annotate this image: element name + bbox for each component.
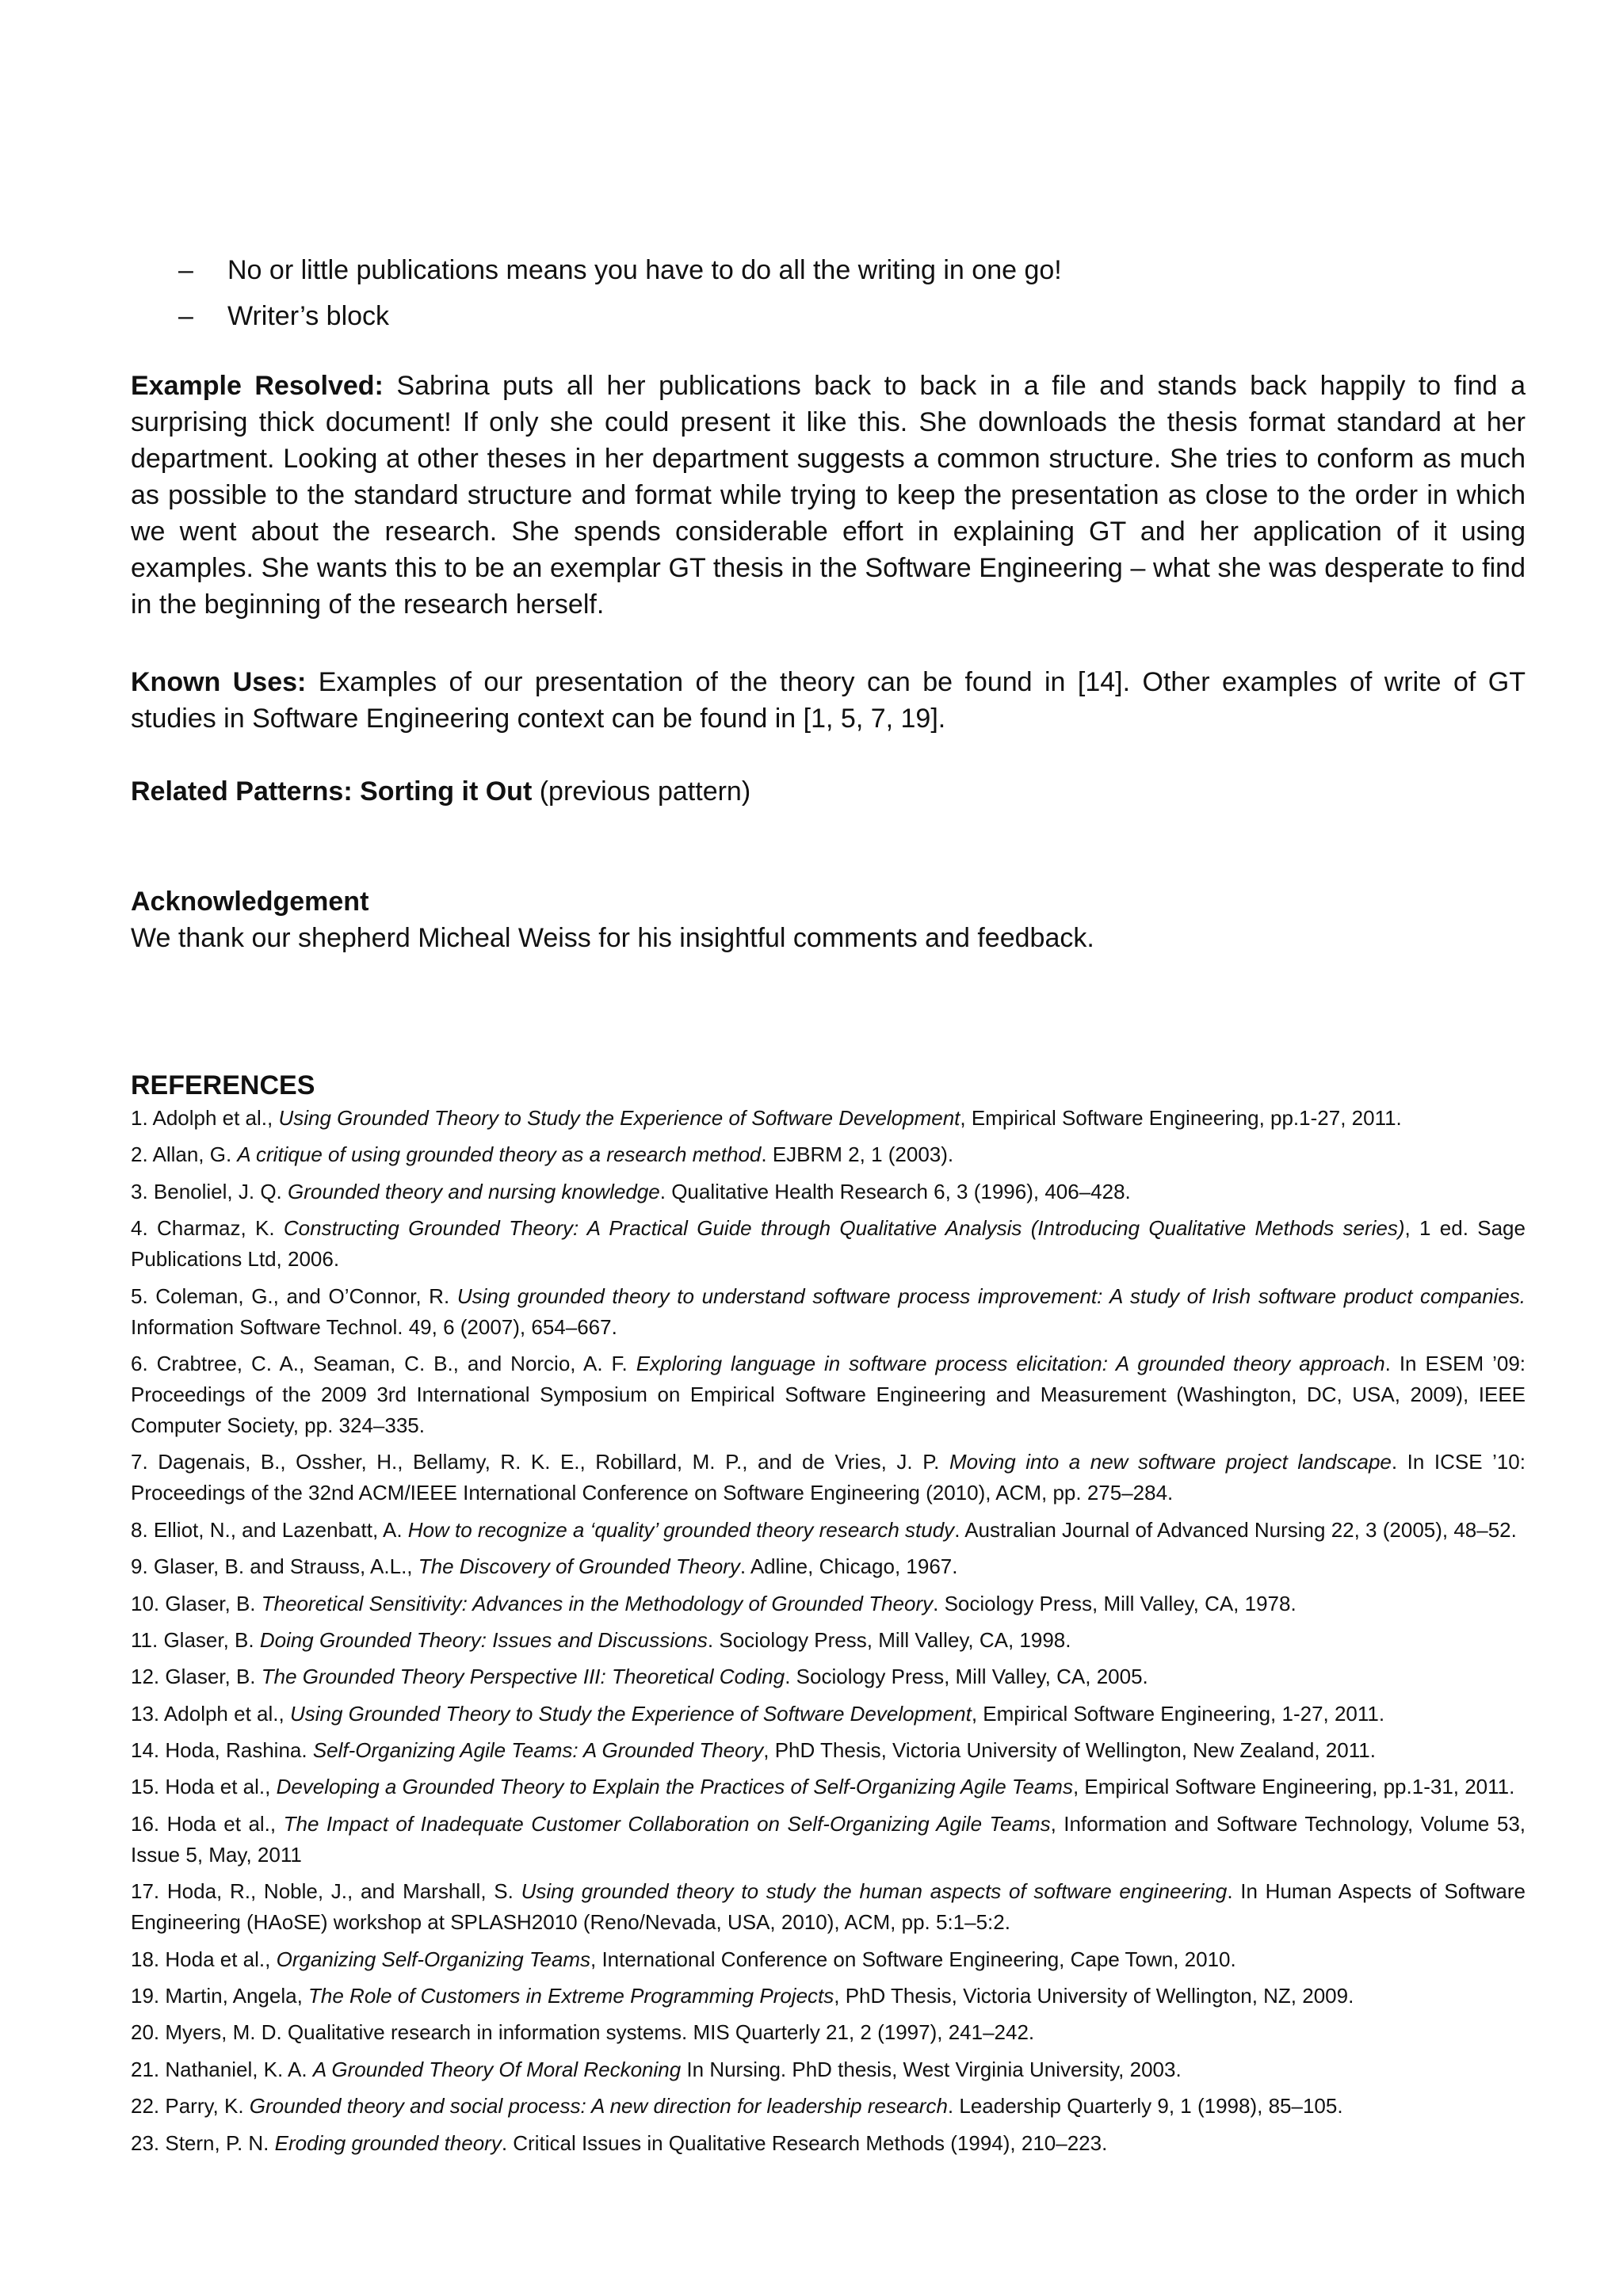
reference-item xyxy=(131,1772,1526,1802)
reference-source: . Critical Issues in Qualitative Research Methods (1994), 210–223. xyxy=(501,2130,1108,2155)
reference-source: , International Conference on Software Engineering, Cape Town, 2010. xyxy=(590,1947,1236,1971)
reference-item xyxy=(131,1876,1526,1938)
references-heading: REFERENCES xyxy=(131,1070,315,1100)
reference-source: . Sociology Press, Mill Valley, CA, 1998. xyxy=(707,1627,1071,1652)
reference-source: . EJBRM 2, 1 (2003). xyxy=(761,1142,954,1167)
acknowledgement-text: We thank our shepherd Micheal Weiss for his insightful comments and feedback. xyxy=(131,923,1094,953)
reference-title: Theoretical Sensitivity: Advances in the Methodology of Grounded Theory xyxy=(261,1591,934,1615)
example-resolved-paragraph xyxy=(131,368,1526,623)
reference-source: . In ICSE ’10: Proceedings of the 32nd ACM/IEEE International Conference on Software Engineering (2010), ACM, pp. 275–284. xyxy=(131,1450,1526,1505)
reference-source: Information Software Technol. 49, 6 (2007), 654–667. xyxy=(131,1314,617,1339)
reference-authors: 2. Allan, G. xyxy=(131,1142,238,1167)
bullet-text: No or little publications means you have to do all the writing in one go! xyxy=(227,255,1062,285)
reference-item xyxy=(131,1447,1526,1508)
related-patterns-paragraph xyxy=(131,773,1526,810)
reference-authors: 3. Benoliel, J. Q. xyxy=(131,1179,288,1203)
reference-source: , PhD Thesis, Victoria University of Wellington, New Zealand, 2011. xyxy=(763,1738,1376,1763)
reference-item xyxy=(131,1589,1526,1619)
reference-source: . Leadership Quarterly 9, 1 (1998), 85–105. xyxy=(947,2094,1343,2119)
reference-source: . Sociology Press, Mill Valley, CA, 2005. xyxy=(785,1665,1148,1689)
reference-item xyxy=(131,1809,1526,1871)
reference-title: A critique of using grounded theory as a research method xyxy=(237,1142,762,1167)
related-patterns-text: (previous pattern) xyxy=(532,776,751,807)
reference-title: Using grounded theory to understand software process improvement: A study of Irish software product companies. xyxy=(456,1283,1526,1308)
reference-item xyxy=(131,1661,1526,1692)
reference-title: Exploring language in software process elicitation: A grounded theory approach xyxy=(636,1351,1385,1375)
dash-marker: – xyxy=(178,301,193,331)
reference-item xyxy=(131,1348,1526,1441)
reference-title: Using grounded theory to study the human aspects of software engineering xyxy=(521,1879,1228,1904)
reference-title: Moving into a new software project landscape xyxy=(949,1450,1392,1474)
reference-title: Organizing Self-Organizing Teams xyxy=(276,1947,591,1971)
acknowledgement-heading: Acknowledgement xyxy=(131,887,369,917)
reference-item xyxy=(131,1981,1526,2012)
reference-authors: 20. Myers, M. D. Qualitative research in information systems. MIS Quarterly 21, 2 (1997), 241–242. xyxy=(131,2020,1035,2045)
reference-authors: 13. Adolph et al., xyxy=(131,1701,290,1726)
reference-source: , Empirical Software Engineering, pp.1-31, 2011. xyxy=(1072,1775,1515,1799)
reference-source: . Qualitative Health Research 6, 3 (1996), 406–428. xyxy=(659,1179,1131,1203)
reference-item xyxy=(131,2128,1526,2159)
reference-title: Developing a Grounded Theory to Explain the Practices of Self-Organizing Agile Teams xyxy=(276,1775,1073,1799)
reference-title: Using Grounded Theory to Study the Experience of Software Development xyxy=(278,1106,960,1130)
reference-source: , Empirical Software Engineering, 1-27, 2011. xyxy=(971,1701,1385,1726)
bullet-text: Writer’s block xyxy=(227,301,390,331)
reference-authors: 10. Glaser, B. xyxy=(131,1591,262,1615)
reference-item xyxy=(131,1944,1526,1975)
reference-authors: 8. Elliot, N., and Lazenbatt, A. xyxy=(131,1517,408,1542)
reference-source: , Information and Software Technology, Volume 53, Issue 5, May, 2011 xyxy=(131,1811,1526,1867)
reference-authors: 6. Crabtree, C. A., Seaman, C. B., and Norcio, A. F. xyxy=(131,1351,636,1375)
reference-authors: 5. Coleman, G., and O’Connor, R. xyxy=(131,1283,457,1308)
reference-item xyxy=(131,1213,1526,1275)
reference-title: How to recognize a ‘quality’ grounded theory research study xyxy=(407,1517,955,1542)
reference-authors: 16. Hoda et al., xyxy=(131,1811,284,1836)
reference-title: Grounded theory and nursing knowledge xyxy=(287,1179,660,1203)
references-list xyxy=(131,1103,1526,2164)
reference-title: Constructing Grounded Theory: A Practical Guide through Qualitative Analysis (Introducing Qualitative Methods series) xyxy=(283,1216,1405,1241)
reference-source: , 1 ed. Sage Publications Ltd, 2006. xyxy=(131,1216,1526,1272)
reference-item xyxy=(131,1281,1526,1343)
bullet-item xyxy=(178,293,1062,339)
reference-item xyxy=(131,2017,1526,2048)
reference-authors: 4. Charmaz, K. xyxy=(131,1216,284,1241)
reference-authors: 11. Glaser, B. xyxy=(131,1627,260,1652)
reference-authors: 1. Adolph et al., xyxy=(131,1106,279,1130)
reference-title: Doing Grounded Theory: Issues and Discussions xyxy=(259,1627,708,1652)
bullet-list xyxy=(178,247,1062,339)
reference-source: . In ESEM ’09: Proceedings of the 2009 3rd International Symposium on Empirical Software Engineering and Measurement (Washington, DC, USA, 2009), IEEE Computer Society, pp. 324–335. xyxy=(131,1351,1526,1437)
reference-item xyxy=(131,1177,1526,1207)
bullet-item xyxy=(178,247,1062,293)
reference-authors: 22. Parry, K. xyxy=(131,2094,250,2119)
reference-item xyxy=(131,1103,1526,1134)
reference-source: . Adline, Chicago, 1967. xyxy=(739,1554,958,1579)
reference-item xyxy=(131,1139,1526,1170)
reference-item xyxy=(131,1699,1526,1730)
reference-item xyxy=(131,1625,1526,1656)
reference-item xyxy=(131,1551,1526,1582)
reference-authors: 7. Dagenais, B., Ossher, H., Bellamy, R. K. E., Robillard, M. P., and de Vries, J. P. xyxy=(131,1450,949,1474)
reference-authors: 21. Nathaniel, K. A. xyxy=(131,2057,313,2081)
known-uses-paragraph xyxy=(131,664,1526,737)
known-uses-label: Known Uses: xyxy=(131,667,307,697)
dash-marker: – xyxy=(178,255,193,285)
reference-authors: 18. Hoda et al., xyxy=(131,1947,277,1971)
reference-item xyxy=(131,1735,1526,1766)
reference-source: . Sociology Press, Mill Valley, CA, 1978. xyxy=(933,1591,1296,1615)
reference-title: A Grounded Theory Of Moral Reckoning xyxy=(312,2057,682,2081)
reference-title: Grounded theory and social process: A new direction for leadership research xyxy=(249,2094,948,2119)
reference-title: The Grounded Theory Perspective III: Theoretical Coding xyxy=(261,1665,785,1689)
reference-source: . Australian Journal of Advanced Nursing 22, 3 (2005), 48–52. xyxy=(954,1517,1517,1542)
reference-authors: 15. Hoda et al., xyxy=(131,1775,277,1799)
reference-title: Self-Organizing Agile Teams: A Grounded Theory xyxy=(312,1738,764,1763)
reference-authors: 17. Hoda, R., Noble, J., and Marshall, S. xyxy=(131,1879,521,1904)
related-patterns-label: Related Patterns: Sorting it Out xyxy=(131,776,533,807)
reference-title: The Impact of Inadequate Customer Collaboration on Self-Organizing Agile Teams xyxy=(283,1811,1051,1836)
reference-title: Eroding grounded theory xyxy=(274,2130,502,2155)
reference-source: . In Human Aspects of Software Engineering (HAoSE) workshop at SPLASH2010 (Reno/Nevada, USA, 2010), ACM, pp. 5:1–5:2. xyxy=(131,1879,1526,1935)
reference-source: In Nursing. PhD thesis, West Virginia University, 2003. xyxy=(681,2057,1182,2081)
example-resolved-label: Example Resolved: xyxy=(131,371,384,401)
reference-authors: 14. Hoda, Rashina. xyxy=(131,1738,313,1763)
reference-item xyxy=(131,2091,1526,2122)
reference-authors: 19. Martin, Angela, xyxy=(131,1984,309,2008)
reference-title: Using Grounded Theory to Study the Experience of Software Development xyxy=(289,1701,972,1726)
reference-authors: 9. Glaser, B. and Strauss, A.L., xyxy=(131,1554,418,1579)
reference-title: The Role of Customers in Extreme Programming Projects xyxy=(308,1984,834,2008)
reference-authors: 23. Stern, P. N. xyxy=(131,2130,275,2155)
reference-title: The Discovery of Grounded Theory xyxy=(418,1554,740,1579)
reference-source: , PhD Thesis, Victoria University of Wellington, NZ, 2009. xyxy=(834,1984,1354,2008)
known-uses-text: Examples of our presentation of the theory can be found in [14]. Other examples of write of GT studies in Software Engineering context can be found in [1, 5, 7, 19]. xyxy=(131,667,1526,734)
example-resolved-text: Sabrina puts all her publications back to back in a file and stands back happily to find a surprising thick document! If only she could present it like this. She downloads the thesis format standard at her department. Looking at other theses in her department suggests a common structure. She tries to conform as much as possible to the standard structure and format while trying to keep the presentation as close to the order in which we went about the research. She spends considerable effort in explaining GT and her application of it using examples. She wants this to be an exemplar GT thesis in the Software Engineering – what she was desperate to find in the beginning of the research herself. xyxy=(131,371,1526,620)
reference-item xyxy=(131,2054,1526,2085)
reference-authors: 12. Glaser, B. xyxy=(131,1665,262,1689)
reference-item xyxy=(131,1515,1526,1546)
reference-source: , Empirical Software Engineering, pp.1-27, 2011. xyxy=(960,1106,1402,1130)
